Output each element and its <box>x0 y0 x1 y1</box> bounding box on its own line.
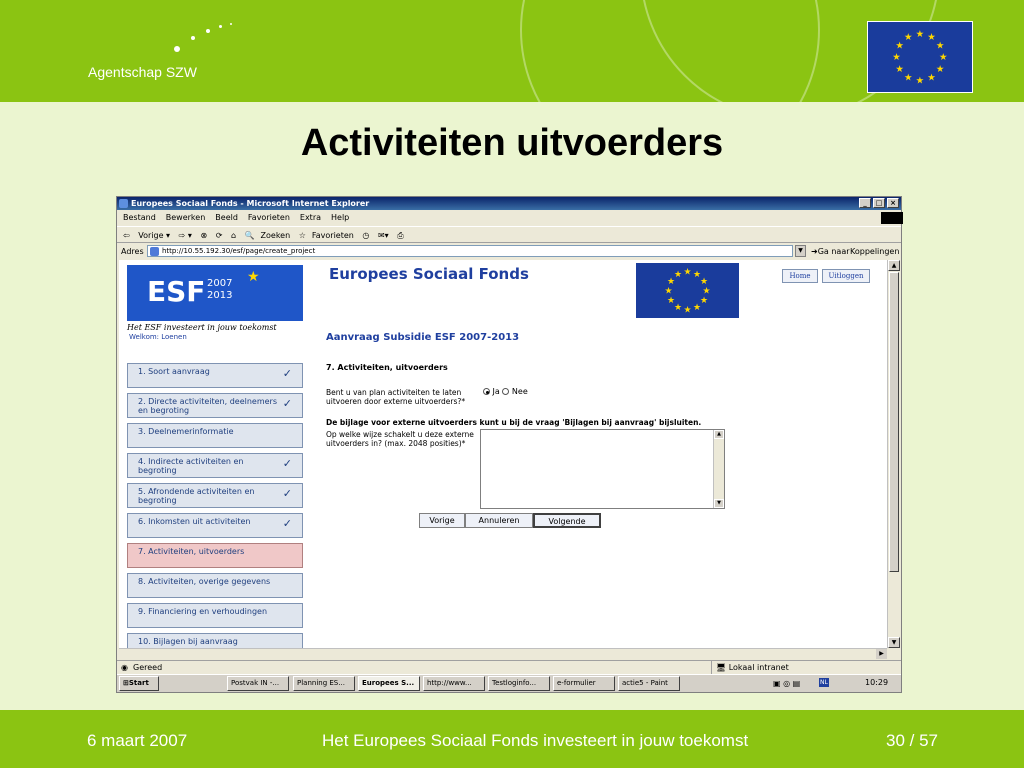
status-icon: ◉ <box>121 663 128 672</box>
step-label: 1. Soort aanvraag <box>138 367 210 376</box>
step-item[interactable] <box>127 633 303 648</box>
address-bar <box>117 244 901 259</box>
forward-button[interactable]: ⇨ ▾ <box>178 231 192 240</box>
address-label: Adres <box>121 247 144 256</box>
footer-page-number: 30 / 57 <box>886 731 938 750</box>
footer-date: 6 maart 2007 <box>87 731 188 750</box>
step-item[interactable] <box>127 453 303 478</box>
menu-item-favorieten[interactable]: Favorieten <box>247 213 290 222</box>
taskbar-item[interactable]: Testloginfo... <box>488 676 550 691</box>
scroll-thumb[interactable] <box>889 272 899 572</box>
tray-icons: ▣ ◎ ▤ <box>773 679 801 688</box>
footer-tagline: Het Europees Sociaal Fonds investeert in jouw toekomst <box>322 731 749 750</box>
menu-item-bewerken[interactable]: Bewerken <box>165 213 206 222</box>
step-label: 7. Activiteiten, uitvoerders <box>138 547 245 556</box>
star-icon: ★ <box>683 267 692 278</box>
next-button[interactable]: Volgende <box>533 513 601 528</box>
eu-flag-icon <box>867 21 973 93</box>
step-label: 4. Indirecte activiteiten en begroting <box>138 457 244 475</box>
taskbar-item[interactable]: Europees S... <box>358 676 420 691</box>
step-label: 8. Activiteiten, overige gegevens <box>138 577 271 586</box>
slide-footer <box>0 710 1024 768</box>
window-titlebar[interactable]: Europees Sociaal Fonds - Microsoft Internet Explorer _ □ × <box>117 197 901 210</box>
step-label: 5. Afrondende activiteiten en begroting <box>138 487 255 505</box>
status-text: Gereed <box>133 663 163 672</box>
windows-taskbar <box>117 674 901 692</box>
menu-item-beeld[interactable]: Beeld <box>215 213 238 222</box>
star-icon: ★ <box>699 277 709 287</box>
question-external-contractors: Bent u van plan activiteiten te laten uitvoeren door externe uitvoerders?* <box>326 388 466 406</box>
form-title: Aanvraag Subsidie ESF 2007-2013 <box>326 332 520 343</box>
step-item[interactable] <box>127 513 303 538</box>
yes-no-radio-group: Ja Nee <box>483 387 528 396</box>
back-button[interactable]: ⇦ Vorige ▾ <box>123 231 171 240</box>
slide-title: Activiteiten uitvoerders <box>300 122 724 164</box>
section-title: 7. Activiteiten, uitvoerders <box>326 363 448 372</box>
step-item[interactable] <box>127 573 303 598</box>
star-icon: ★ <box>938 52 948 64</box>
star-icon: ★ <box>664 286 673 297</box>
print-icon[interactable]: ⎙ <box>397 231 404 240</box>
star-icon: ★ <box>915 28 925 40</box>
taskbar-item[interactable]: Postvak IN -... <box>227 676 289 691</box>
star-icon: ★ <box>692 270 702 280</box>
minimize-button[interactable]: _ <box>859 198 871 208</box>
checkmark-icon: ✓ <box>282 367 292 380</box>
star-icon: ★ <box>935 63 945 75</box>
cancel-button[interactable]: Annuleren <box>465 513 533 528</box>
step-item[interactable] <box>127 393 303 418</box>
welcome-text: Welkom: Loenen <box>129 333 187 341</box>
star-icon: ★ <box>895 40 905 52</box>
address-input[interactable]: http://10.55.192.30/esf/page/create_project <box>147 245 793 257</box>
esf-tagline: Het ESF investeert in jouw toekomst <box>127 323 277 332</box>
star-icon: ★ <box>666 296 676 306</box>
taskbar-item[interactable]: actie5 - Paint <box>618 676 680 691</box>
close-button[interactable]: × <box>887 198 899 208</box>
attachment-notice: De bijlage voor externe uitvoerders kunt u bij de vraag 'Bijlagen bij aanvraag' bijsluiten. <box>326 418 702 427</box>
star-icon: ★ <box>673 303 683 313</box>
windows-logo-icon <box>881 212 903 224</box>
page-icon <box>150 247 159 256</box>
engagement-method-textarea[interactable] <box>480 429 725 509</box>
step-item[interactable] <box>127 543 303 568</box>
menu-bar <box>117 211 901 225</box>
esf-logo: ESF 2007 2013 ★ <box>127 265 303 321</box>
page-viewport <box>119 260 887 648</box>
ie-window <box>116 196 902 693</box>
star-icon: ★ <box>683 305 692 316</box>
security-zone: 🖥 Lokaal intranet <box>711 661 901 674</box>
agentschap-szw-logo: Agentschap SZW <box>88 20 248 90</box>
star-icon: ★ <box>915 75 925 87</box>
clock: 10:29 <box>865 678 889 687</box>
star-icon: ★ <box>935 40 945 52</box>
stop-icon[interactable]: ⊗ <box>200 231 208 240</box>
radio-yes[interactable] <box>483 388 490 395</box>
star-icon: ★ <box>927 72 937 84</box>
mail-icon[interactable]: ✉▾ <box>377 231 389 240</box>
checkmark-icon: ✓ <box>282 397 292 410</box>
home-button[interactable]: Home <box>782 269 818 283</box>
step-label: 10. Bijlagen bij aanvraag <box>138 637 238 646</box>
address-dropdown-icon[interactable]: ▼ <box>795 245 806 257</box>
site-title: Europees Sociaal Fonds <box>329 265 529 283</box>
star-icon: ★ <box>692 303 702 313</box>
checkmark-icon: ✓ <box>282 517 292 530</box>
step-label: 3. Deelnemerinformatie <box>138 427 234 436</box>
radio-no[interactable] <box>502 388 509 395</box>
question-engagement-method: Op welke wijze schakelt u deze externe uitvoerders in? (max. 2048 posities)* <box>326 430 474 448</box>
step-item[interactable] <box>127 483 303 508</box>
step-label: 6. Inkomsten uit activiteiten <box>138 517 251 526</box>
links-button[interactable]: Koppelingen <box>850 247 900 256</box>
ie-icon <box>119 199 128 208</box>
checkmark-icon: ✓ <box>282 457 292 470</box>
star-icon: ★ <box>699 296 709 306</box>
star-icon: ★ <box>702 286 711 297</box>
textarea-scrollbar[interactable]: ▲ ▼ <box>713 430 724 508</box>
step-item[interactable] <box>127 363 303 388</box>
taskbar-item[interactable]: http://www... <box>423 676 485 691</box>
go-button[interactable]: ➜Ga naar <box>811 247 850 256</box>
scroll-up-icon[interactable]: ▲ <box>888 260 900 271</box>
checkmark-icon: ✓ <box>282 487 292 500</box>
favorites-button[interactable]: ☆ Favorieten <box>298 231 354 240</box>
star-icon: ★ <box>247 269 260 285</box>
menu-item-bestand[interactable]: Bestand <box>123 213 156 222</box>
step-item[interactable] <box>127 423 303 448</box>
taskbar-item[interactable]: e-formulier <box>553 676 615 691</box>
menu-item-extra[interactable]: Extra <box>299 213 322 222</box>
star-icon: ★ <box>895 63 905 75</box>
star-icon: ★ <box>892 52 902 64</box>
horizontal-scrollbar[interactable] <box>119 648 887 659</box>
menu-item-help[interactable]: Help <box>331 213 350 222</box>
previous-button[interactable]: Vorige <box>419 513 465 528</box>
star-icon: ★ <box>666 277 676 287</box>
home-icon[interactable]: ⌂ <box>230 231 237 240</box>
vertical-scrollbar[interactable] <box>887 260 899 648</box>
toolbar <box>117 226 901 243</box>
slide-header-band <box>0 0 1024 102</box>
taskbar-item[interactable]: Planning ES... <box>293 676 355 691</box>
star-icon: ★ <box>673 270 683 280</box>
history-icon[interactable]: ◷ <box>362 231 370 240</box>
scroll-down-icon[interactable]: ▼ <box>888 637 900 648</box>
start-button[interactable]: ⊞Start <box>119 676 159 691</box>
language-indicator[interactable]: NL <box>820 679 828 686</box>
logout-button[interactable]: Uitloggen <box>822 269 870 283</box>
step-label: 2. Directe activiteiten, deelnemers en begroting <box>138 397 278 415</box>
step-label: 9. Financiering en verhoudingen <box>138 607 268 616</box>
scroll-right-icon[interactable]: ▶ <box>876 649 887 659</box>
star-icon: ★ <box>903 72 913 84</box>
step-item[interactable] <box>127 603 303 628</box>
status-bar <box>117 660 901 673</box>
star-icon: ★ <box>927 31 937 43</box>
eu-flag-icon <box>636 263 739 318</box>
search-button[interactable]: 🔍 Zoeken <box>244 231 291 240</box>
star-icon: ★ <box>903 31 913 43</box>
refresh-icon[interactable]: ⟳ <box>215 231 223 240</box>
maximize-button[interactable]: □ <box>873 198 885 208</box>
